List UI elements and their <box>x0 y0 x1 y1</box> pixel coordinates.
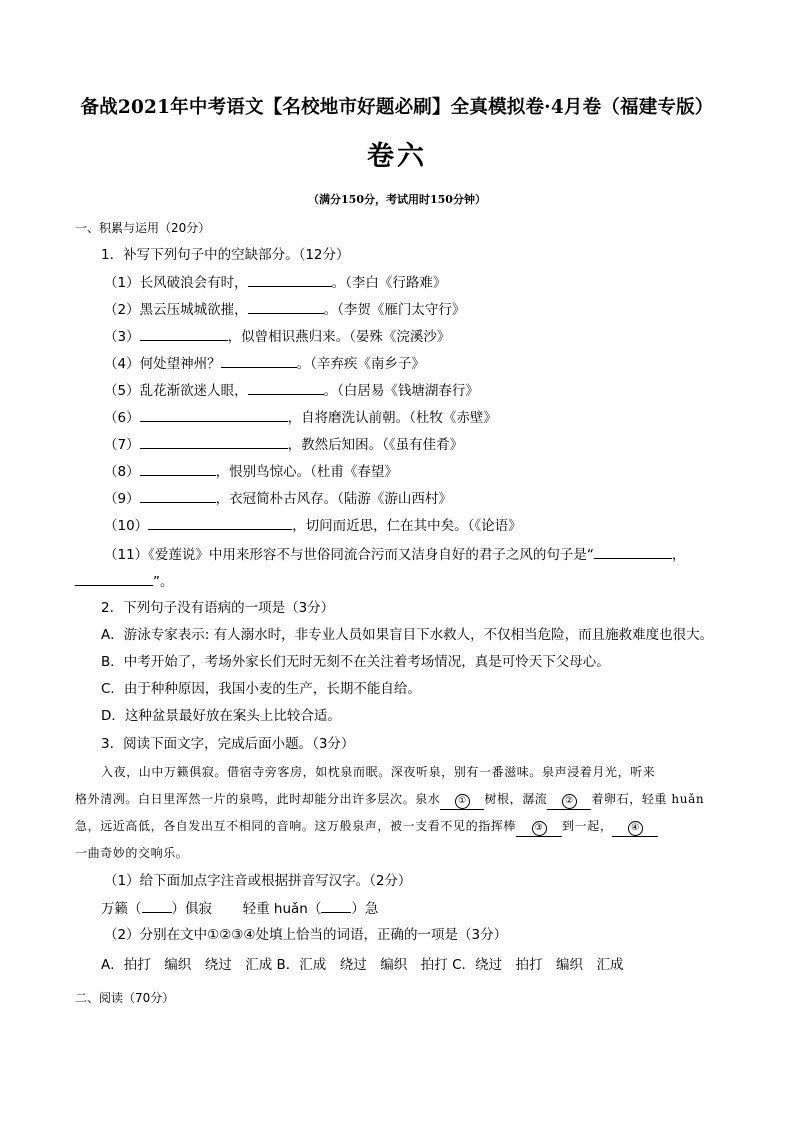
fill-item: （9） ，衣冠简朴古风存。（陆游《游山西村》 <box>104 491 452 507</box>
fill-item: （8） ，恨别鸟惊心。（杜甫《春望》 <box>104 464 398 480</box>
answer-blank[interactable] <box>248 381 324 395</box>
answer-blank[interactable] <box>594 545 672 559</box>
passage-line: 急，远近高低，各自发出互不相同的音响。这万般泉声，被一支看不见的指挥棒 ③ 到一起， ④ <box>75 817 658 837</box>
fill-item: （6） ，自将磨洗认前朝。（杜牧《赤壁》 <box>104 410 497 426</box>
fill-item: （5）乱花渐欲迷人眼， 。（白居易《钱塘湖春行》 <box>104 383 479 399</box>
pinyin-item: 万籁（ ）俱寂 轻重 huǎn（ ）急 <box>101 901 379 917</box>
passage-blank[interactable] <box>547 790 591 810</box>
fill-item: （10） ，切问而近思，仁在其中矣。（《论语》 <box>104 518 522 534</box>
answer-blank[interactable] <box>221 354 297 368</box>
fill-item: （7） ，教然后知困。（《虽有佳肴》 <box>104 437 464 453</box>
choice-option: B．中考开始了，考场外家长们无时无刻不在关注着考场情况，真是可怜天下父母心。 <box>101 654 610 670</box>
passage-blank[interactable] <box>516 817 562 837</box>
answer-blank[interactable] <box>140 435 288 449</box>
circled-number: ④ <box>628 821 643 836</box>
fill-item: （4）何处望神州？ 。（辛弃疾《南乡子》 <box>104 356 425 372</box>
fill-item: （1）长风破浪会有时， 。（李白《行路难》 <box>104 275 447 291</box>
question-stem: 1．补写下列句子中的空缺部分。（12分） <box>101 247 350 263</box>
section-heading: 二、阅读（70分） <box>75 991 175 1005</box>
answer-blank[interactable] <box>140 489 216 503</box>
passage-line: 入夜，山中万籁俱寂。借宿寺旁客房，如枕泉而眠。深夜听泉，别有一番滋味。泉声浸着月光，听来 <box>101 765 656 779</box>
answer-blank[interactable] <box>140 327 228 341</box>
circled-number: ③ <box>532 821 547 836</box>
answer-blank[interactable] <box>321 899 351 913</box>
circled-number: ② <box>562 794 577 809</box>
question-stem: 2．下列句子没有语病的一项是（3分） <box>101 600 335 616</box>
answer-blank[interactable] <box>140 462 216 476</box>
question-stem: 3．阅读下面文字，完成后面小题。（3分） <box>101 736 355 752</box>
fill-item: （2）黑云压城城欲摧， 。（李贺《雁门太守行》 <box>104 302 466 318</box>
fill-item-continued: ”。 <box>75 572 174 591</box>
passage-line: 格外清冽。白日里浑然一片的泉鸣，此时却能分出许多层次。泉水 ① 树根，潺流 ② 着卵石，轻重 huǎn <box>75 790 704 810</box>
exam-title: 备战2021年中考语文【名校地市好题必刷】全真模拟卷·4月卷（福建专版） <box>80 97 714 118</box>
passage-blank[interactable] <box>440 790 484 810</box>
circled-number: ① <box>455 794 470 809</box>
choice-option: A．游泳专家表示: 有人溺水时，非专业人员如果盲目下水救人，不仅相当危险，而且施救难度也很大。 <box>101 627 714 643</box>
fill-item: （3） ，似曾相识燕归来。（晏殊《浣溪沙》 <box>104 329 451 345</box>
answer-blank[interactable] <box>248 273 332 287</box>
section-heading: 一、积累与运用（20分） <box>75 221 211 235</box>
choice-option: C．由于种种原因，我国小麦的生产，长期不能自给。 <box>101 681 421 697</box>
sub-question-stem: （1）给下面加点字注音或根据拼音写汉字。（2分） <box>104 873 412 889</box>
passage-line: 一曲奇妙的交响乐。 <box>75 846 189 860</box>
fill-item: （11）《爱莲说》中用来形容不与世俗同流合污而又洁身自好的君子之风的句子是“ ， <box>104 547 686 563</box>
answer-blank[interactable] <box>148 516 292 530</box>
answer-blank[interactable] <box>140 408 288 422</box>
passage-blank[interactable] <box>612 817 658 837</box>
answer-blank[interactable] <box>75 572 153 586</box>
choice-option: D．这种盆景最好放在案头上比较合适。 <box>101 708 341 724</box>
sub-question-stem: （2）分别在文中①②③④处填上恰当的词语，正确的一项是（3分） <box>104 927 508 943</box>
answer-blank[interactable] <box>248 300 324 314</box>
score-time-note: （满分150分，考试用时150分钟） <box>308 193 486 206</box>
answer-blank[interactable] <box>142 899 172 913</box>
choice-options-row: A．拍打 编织 绕过 汇成 B．汇成 绕过 编织 拍打 C．绕过 拍打 编织 汇成 <box>101 957 624 973</box>
exam-subtitle: 卷六 <box>367 141 427 172</box>
